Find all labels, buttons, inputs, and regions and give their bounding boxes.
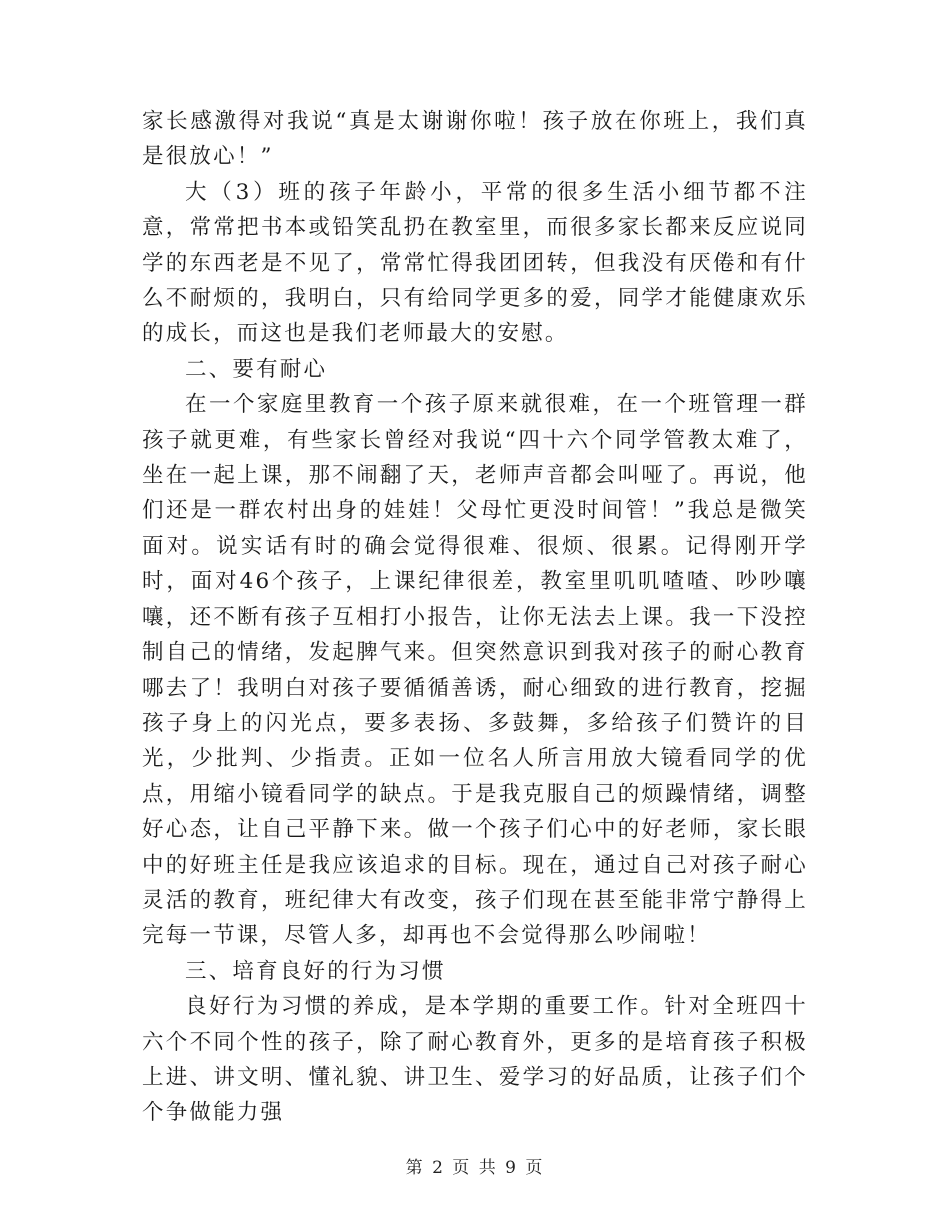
section-heading-habits: 三、培育良好的行为习惯: [185, 958, 446, 984]
paragraph-parent-thanks: 家长感激得对我说“真是太谢谢你啦！孩子放在你班上，我们真是很放心！”: [142, 109, 808, 170]
paragraph-class-details: 大（3）班的孩子年龄小，平常的很多生活小细节都不注意，常常把书本或铅笑乱扔在教室里，而很多家长都来反应说同学的东西老是不见了，常常忙得我团团转，但我没有厌倦和有什么不耐烦的，我明白，只有给同学更多的爱，同学才能健康欢乐的成长，而这也是我们老师最大的安慰。: [142, 179, 808, 347]
document-body: [142, 104, 808, 1131]
section-heading-patience: 二、要有耐心: [185, 356, 328, 382]
paragraph-habits: 良好行为习惯的养成，是本学期的重要工作。针对全班四十六个不同个性的孩子，除了耐心教育外，更多的是培育孩子积极上进、讲文明、懂礼貌、讲卫生、爱学习的好品质，让孩子们个个争做能力强: [142, 994, 808, 1126]
paragraph-patience: 在一个家庭里教育一个孩子原来就很难，在一个班管理一群孩子就更难，有些家长曾经对我说“四十六个同学管教太难了，坐在一起上课，那不闹翻了天，老师声音都会叫哑了。再说，他们还是一群农村出身的娃娃！父母忙更没时间管！”我总是微笑面对。说实话有时的确会觉得很难、很烦、很累。记得刚开学时，面对46个孩子，上课纪律很差，教室里叽叽喳喳、吵吵嚷嚷，还不断有孩子互相打小报告，让你无法去上课。我一下没控制自己的情绪，发起脾气来。但突然意识到我对孩子的耐心教育哪去了！我明白对孩子要循循善诱，耐心细致的进行教育，挖掘孩子身上的闪光点，要多表扬、多鼓舞，多给孩子们赞许的目光，少批判、少指责。正如一位名人所言用放大镜看同学的优点，用缩小镜看同学的缺点。于是我克服自己的烦躁情绪，调整好心态，让自己平静下来。做一个孩子们心中的好老师，家长眼中的好班主任是我应该追求的目标。现在，通过自己对孩子耐心灵活的教育，班纪律大有改变，孩子们现在甚至能非常宁静得上完每一节课，尽管人多，却再也不会觉得那么吵闹啦！: [142, 392, 808, 949]
page-number-footer: 第 2 页 共 9 页: [405, 1158, 545, 1178]
